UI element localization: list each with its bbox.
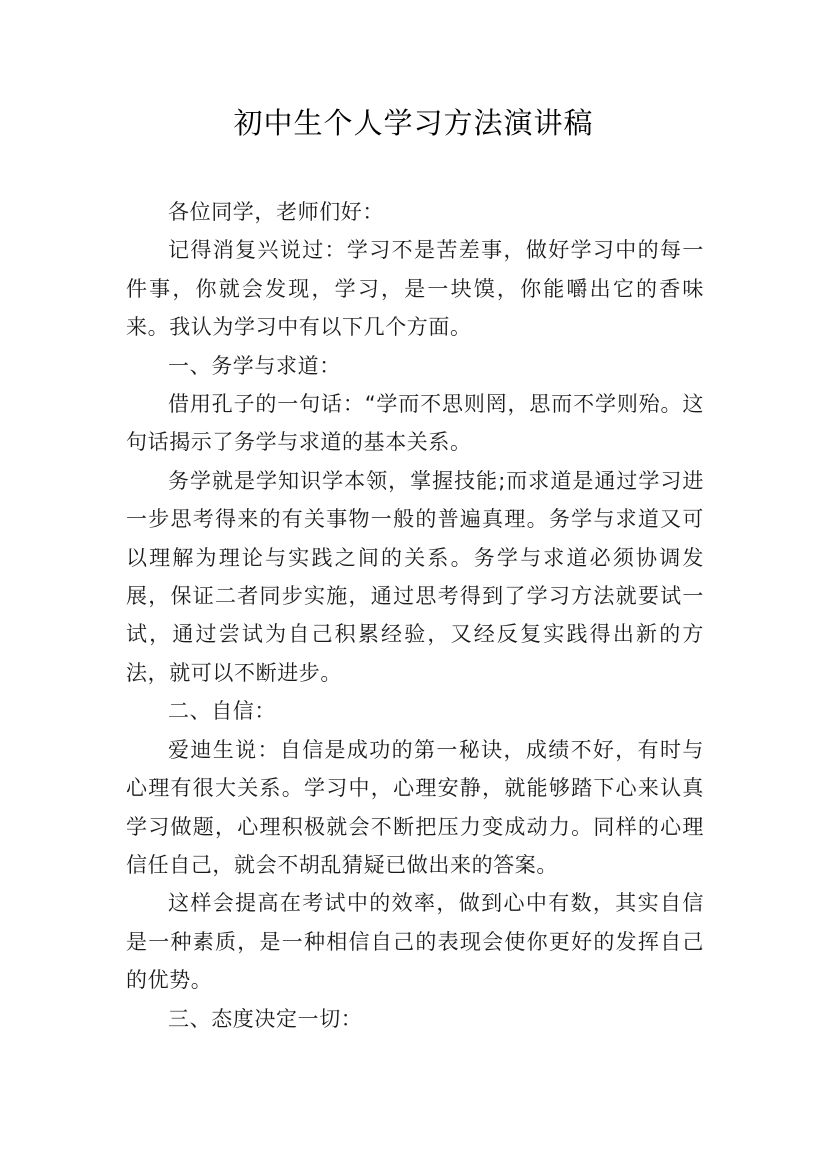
section-heading: 一、务学与求道： xyxy=(168,353,341,378)
section-heading: 三、态度决定一切： xyxy=(168,1006,363,1031)
body-paragraph: 爱迪生说：自信是成功的第一秘诀，成绩不好，有时与心理有很大关系。学习中，心理安静，就能够踏下心来认真学习做题，心理积极就会不断把压力变成动力。同样的心理信任自己，就会不胡乱猜疑已做出来的答案。 xyxy=(126,737,704,877)
greeting-paragraph: 各位同学，老师们好： xyxy=(168,200,384,224)
document-title: 初中生个人学习方法演讲稿 xyxy=(233,106,594,140)
body-paragraph: 务学就是学知识学本领，掌握技能;而求道是通过学习进一步思考得来的有关事物一般的普遍真理。务学与求道又可以理解为理论与实践之间的关系。务学与求道必须协调发展，保证二者同步实施，通过思考得到了学习方法就要试一试，通过尝试为自己积累经验，又经反复实践得出新的方法，就可以不断进步。 xyxy=(126,468,704,685)
section-heading: 二、自信： xyxy=(168,699,276,724)
document-body xyxy=(126,193,704,1038)
body-paragraph: 借用孔子的一句话：“学而不思则罔，思而不学则殆。这句话揭示了务学与求道的基本关系。 xyxy=(126,392,704,455)
body-paragraph: 记得消复兴说过：学习不是苦差事，做好学习中的每一件事，你就会发现，学习，是一块馍，你能嚼出它的香味来。我认为学习中有以下几个方面。 xyxy=(126,238,704,340)
body-paragraph: 这样会提高在考试中的效率，做到心中有数，其实自信是一种素质，是一种相信自己的表现会使你更好的发挥自己的优势。 xyxy=(126,891,704,993)
